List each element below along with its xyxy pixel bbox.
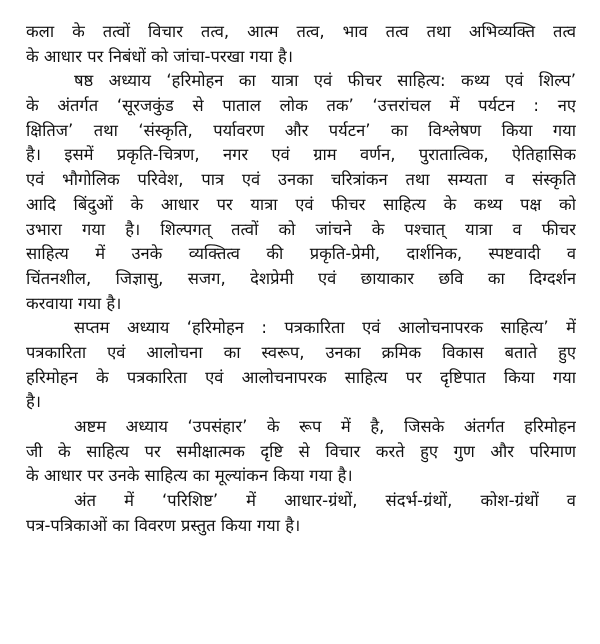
text-line: सप्तम अध्याय ‘हरिमोहन : पत्रकारिता एवं आलोचनापरक साहित्य’ में (74, 318, 576, 338)
text-line: के आधार पर निबंधों को जांचा-परखा गया है। (26, 46, 294, 66)
text-line: साहित्य में उनके व्यक्तित्व की प्रकृति-प्रेमी, दार्शनिक, स्पष्टवादी व (26, 244, 576, 264)
text-line: के आधार पर उनके साहित्य का मूल्यांकन किया गया है। (26, 466, 353, 486)
document-page (26, 20, 576, 538)
text-line: क्षितिज’ तथा ‘संस्कृति, पर्यावरण और पर्यटन’ का विश्लेषण किया गया (26, 120, 576, 140)
text-line: हरिमोहन के पत्रकारिता एवं आलोचनापरक साहित्य पर दृष्टिपात किया गया (26, 367, 576, 387)
text-line: अंत में ‘परिशिष्ट’ में आधार-ग्रंथों, संदर्भ-ग्रंथों, कोश-ग्रंथों व (74, 491, 576, 511)
text-line: करवाया गया है। (26, 293, 122, 313)
text-line: है। इसमें प्रकृति-चित्रण, नगर एवं ग्राम वर्णन, पुरातात्विक, ऐतिहासिक (26, 145, 576, 165)
text-line: षष्ठ अध्याय ‘हरिमोहन का यात्रा एवं फीचर साहित्य: कथ्य एवं शिल्प’ (74, 71, 576, 91)
text-line: पत्र-पत्रिकाओं का विवरण प्रस्तुत किया गया है। (26, 515, 301, 535)
text-line: है। (26, 392, 42, 412)
text-line: जी के साहित्य पर समीक्षात्मक दृष्टि से विचार करते हुए गुण और परिमाण (26, 441, 576, 461)
text-line: आदि बिंदुओं के आधार पर यात्रा एवं फीचर साहित्य के कथ्य पक्ष को (26, 194, 576, 214)
text-line: पत्रकारिता एवं आलोचना का स्वरूप, उनका क्रमिक विकास बताते हुए (26, 342, 576, 362)
text-line: चिंतनशील, जिज्ञासु, सजग, देशप्रेमी एवं छायाकार छवि का दिग्दर्शन (26, 268, 576, 288)
text-line: अष्टम अध्याय ‘उपसंहार’ के रूप में है, जिसके अंतर्गत हरिमोहन (74, 417, 576, 436)
text-line: एवं भौगोलिक परिवेश, पात्र एवं उनका चरित्रांकन तथा सम्यता व संस्कृति (26, 170, 576, 190)
text-line: उभारा गया है। शिल्पगत् तत्वों को जांचने के पश्चात् यात्रा व फीचर (26, 219, 576, 239)
text-line: कला के तत्वों विचार तत्व, आत्म तत्व, भाव तत्व तथा अभिव्यक्ति तत्व (26, 22, 576, 41)
text-line: के अंतर्गत ‘सूरजकुंड से पाताल लोक तक’ ‘उत्तरांचल में पर्यटन : नए (26, 96, 576, 116)
